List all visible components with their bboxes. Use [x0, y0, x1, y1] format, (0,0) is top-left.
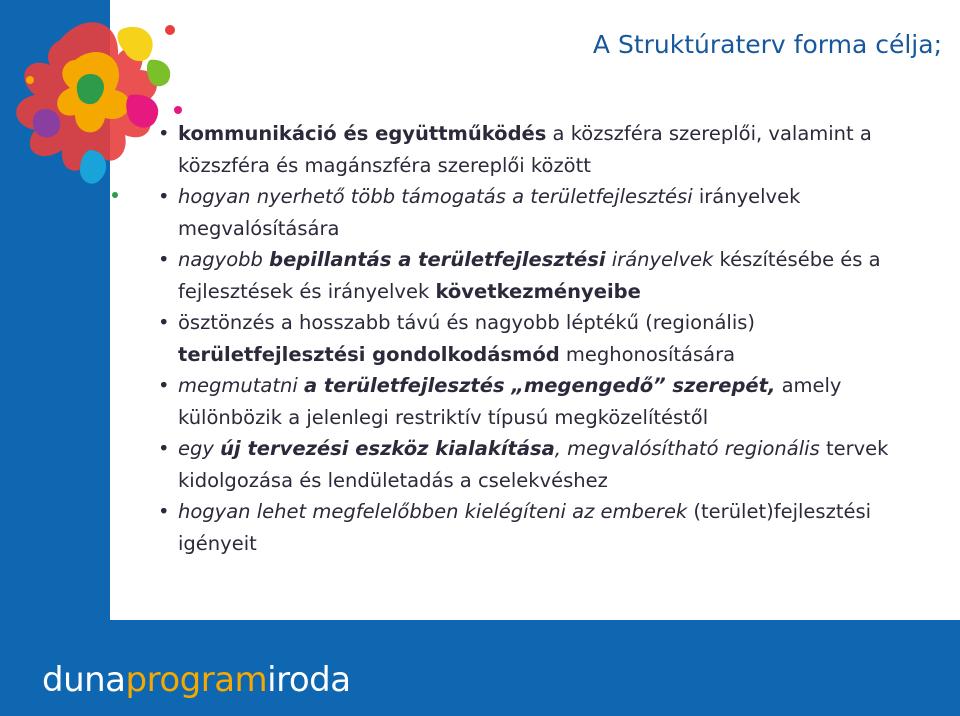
list-item [156, 496, 938, 559]
item-text-segment: irányelvek [605, 248, 714, 271]
bullet-dot: • [158, 437, 170, 460]
bullet-dot: • [158, 374, 170, 397]
item-text-segment: ösztönzés a hosszabb távú és nagyobb léptékű (regionális) [178, 311, 756, 334]
bullet-dot: • [158, 185, 170, 208]
item-text-segment: (terület)fejlesztési igényeit [178, 500, 872, 555]
item-text-segment: készítésébe és a fejlesztések és irányelvek [178, 248, 881, 303]
bullet-dot: • [158, 122, 170, 145]
item-text-segment: irányelvek megvalósítására [178, 185, 801, 240]
list-item [156, 244, 938, 307]
item-text-segment: nagyobb [178, 248, 270, 271]
item-text-segment: következményeibe [435, 279, 641, 303]
bullet-dot: • [158, 311, 170, 334]
list-item [156, 118, 938, 181]
item-text-segment: új tervezési eszköz kialakítása [220, 437, 555, 460]
list-item [156, 307, 938, 370]
brand-part-program: program [125, 660, 268, 700]
slide-title: A Struktúraterv forma célja; [592, 30, 942, 59]
item-text-segment: a közszféra szereplői, valamint a közszféra és magánszféra szereplői között [178, 122, 872, 177]
dunaprogramiroda-logo [42, 660, 351, 700]
list-item [156, 370, 938, 433]
brand-part-duna: duna [42, 660, 126, 700]
item-text-segment: meghonosítására [559, 342, 736, 366]
item-text-segment: bepillantás a területfejlesztési [269, 248, 606, 271]
item-text-segment: hogyan lehet megfelelőbben kielégíteni az emberek [178, 500, 688, 523]
list-item [156, 181, 938, 244]
brand-part-iroda: iroda [267, 660, 351, 700]
item-text-segment: hogyan nyerhető több támogatás a területfejlesztési [178, 185, 693, 208]
item-text-segment: egy [178, 437, 221, 460]
bullet-dot: • [158, 248, 170, 271]
item-text-segment: , megvalósítható regionális [554, 437, 820, 460]
bullet-dot: • [158, 500, 170, 523]
item-text-segment: területfejlesztési gondolkodásmód [178, 342, 560, 366]
item-text-segment: amely különbözik a jelenlegi restriktív típusú megközelítéstől [178, 374, 842, 429]
item-text-segment: kommunikáció és együttműködés [178, 122, 547, 145]
item-text-segment: tervek kidolgozása és lendületadás a cselekvéshez [178, 437, 889, 492]
item-text-segment: megmutatni [178, 374, 304, 397]
bullet-list [158, 118, 938, 559]
item-text-segment: a területfejlesztés „megengedő” szerepét, [303, 374, 776, 397]
list-item [156, 433, 938, 496]
